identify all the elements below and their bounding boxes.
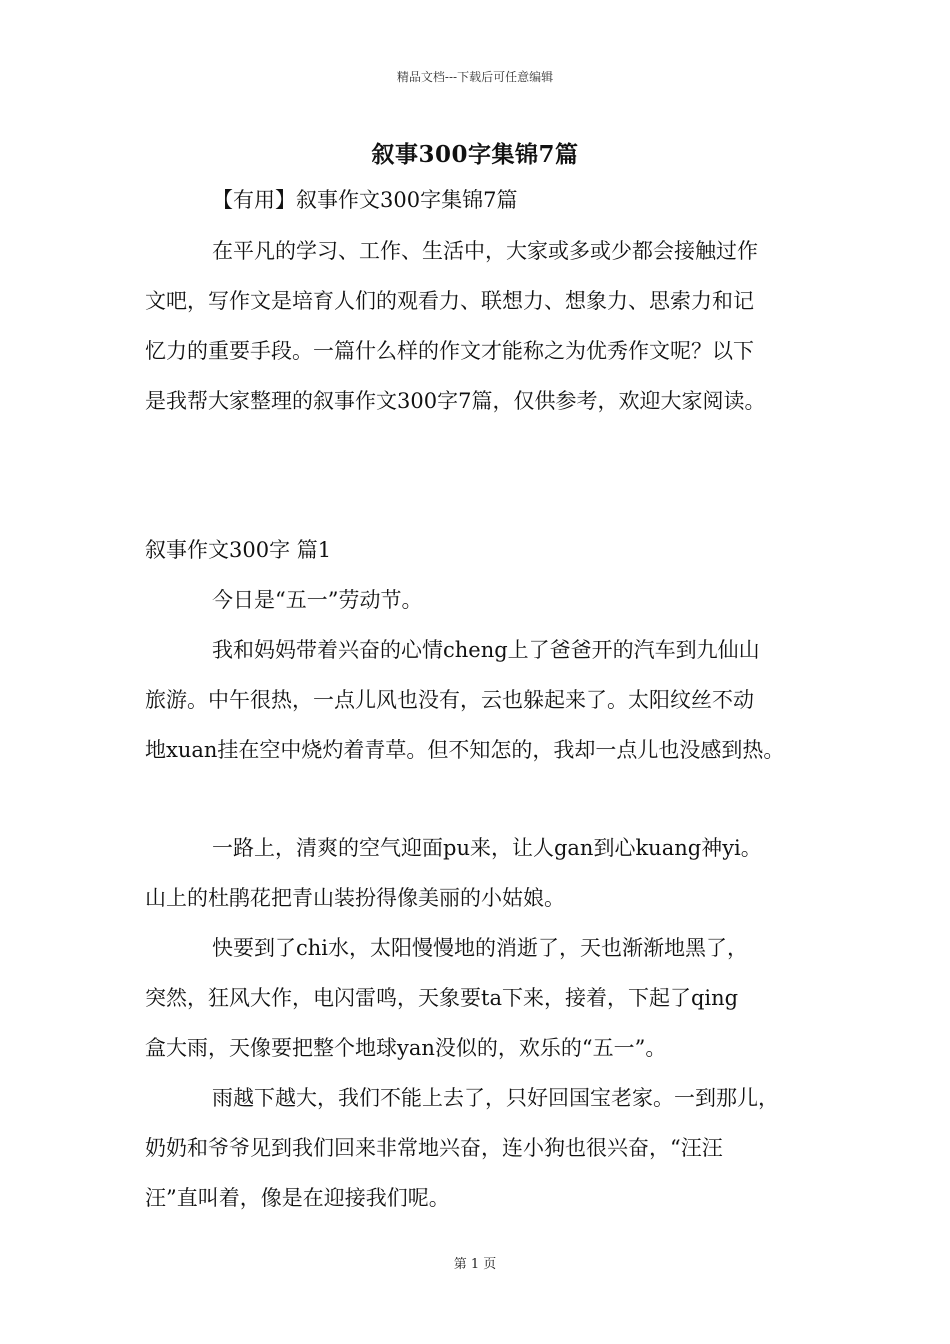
page-header: 精品文档---下载后可任意编辑: [396, 70, 554, 84]
paragraph-line: 汪”直叫着，像是在迎接我们呢。: [145, 1186, 450, 1210]
paragraph-line: 忆力的重要手段。一篇什么样的作文才能称之为优秀作文呢？以下: [145, 339, 754, 363]
paragraph-line: 是我帮大家整理的叙事作文300字7篇，仅供参考，欢迎大家阅读。: [145, 389, 766, 413]
paragraph-line: 在平凡的学习、工作、生活中，大家或多或少都会接触过作: [212, 239, 758, 263]
paragraph-line: 山上的杜鹃花把青山装扮得像美丽的小姑娘。: [145, 886, 565, 910]
paragraph-line: 文吧，写作文是培育人们的观看力、联想力、想象力、思索力和记: [145, 289, 754, 313]
paragraph-line: 今日是“五一”劳动节。: [212, 588, 423, 612]
paragraph-line: 突然，狂风大作，电闪雷鸣，天象要ta下来，接着，下起了qing: [145, 986, 739, 1010]
page-number: 第 1 页: [453, 1257, 497, 1272]
paragraph-line: 盒大雨，天像要把整个地球yan没似的，欢乐的“五一”。: [145, 1036, 667, 1060]
paragraph-line: 一路上，清爽的空气迎面pu来，让人gan到心kuang神yi。: [212, 836, 762, 860]
section-heading: 叙事作文300字 篇1: [145, 538, 332, 562]
paragraph-line: 快要到了chi水，太阳慢慢地的消逝了，天也渐渐地黑了，: [212, 936, 749, 960]
paragraph-line: 我和妈妈带着兴奋的心情cheng上了爸爸开的汽车到九仙山: [212, 638, 760, 662]
paragraph-line: 旅游。中午很热，一点儿风也没有，云也躲起来了。太阳纹丝不动: [145, 688, 754, 712]
paragraph-line: 雨越下越大，我们不能上去了，只好回国宝老家。一到那儿，: [212, 1086, 779, 1110]
document-title: 叙事300字集锦7篇: [371, 141, 579, 168]
paragraph-line: 地xuan挂在空中烧灼着青草。但不知怎的，我却一点儿也没感到热。: [145, 738, 785, 762]
paragraph-line: 奶奶和爷爷见到我们回来非常地兴奋，连小狗也很兴奋，“汪汪: [145, 1136, 723, 1160]
subtitle-line: 【有用】叙事作文300字集锦7篇: [212, 188, 518, 212]
